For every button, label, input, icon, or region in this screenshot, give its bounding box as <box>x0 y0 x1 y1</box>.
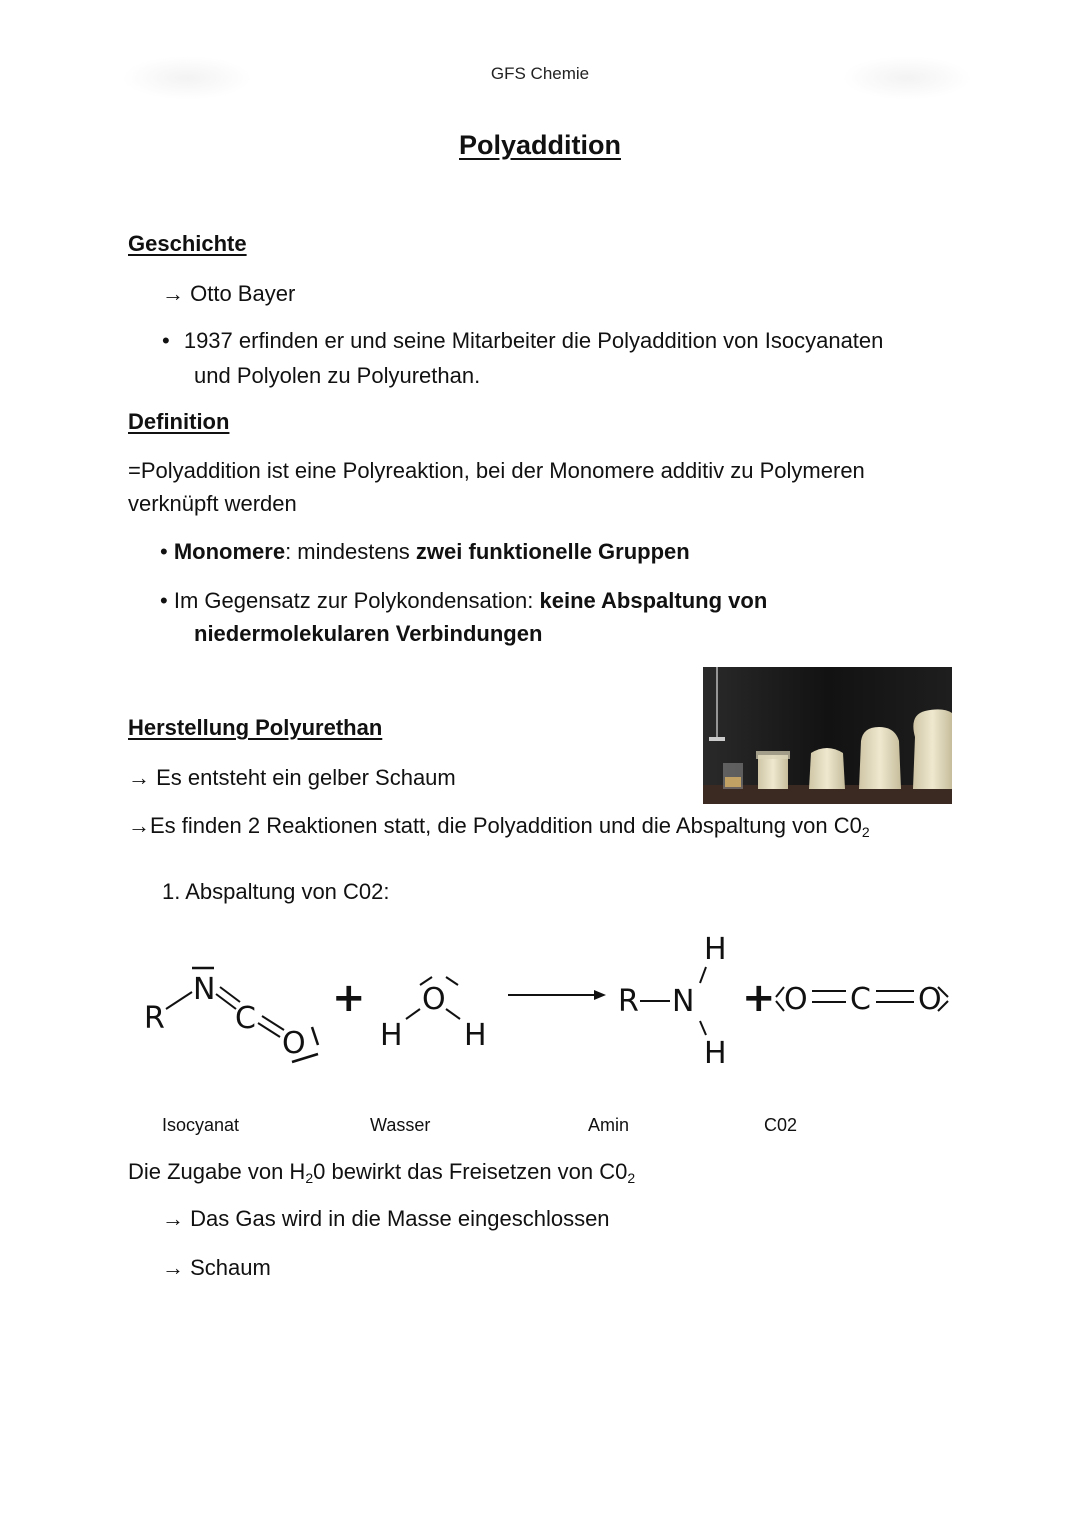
label-isocyanat: Isocyanat <box>162 1115 240 1135</box>
arrow-item-otto-bayer: → Otto Bayer <box>162 281 296 306</box>
atom-r: R <box>144 1001 165 1036</box>
atom-o-co2-left: O <box>784 982 808 1017</box>
bullet-gegensatz-cont: niedermolekularen Verbindungen <box>194 621 543 646</box>
bullet-gegensatz: • Im Gegensatz zur Polykondensation: keine Abspaltung von <box>160 588 768 613</box>
atom-h-left: H <box>380 1018 403 1053</box>
bullet-item-1937-cont: und Polyolen zu Polyurethan. <box>194 363 481 388</box>
label-amin: Amin <box>588 1115 630 1135</box>
arrow-icon: → <box>162 281 184 306</box>
atom-r-amine: R <box>618 984 639 1019</box>
heading-herstellung: Herstellung Polyurethan <box>128 715 383 740</box>
atom-n-amine: N <box>672 984 695 1019</box>
atom-o-water: O <box>422 982 446 1017</box>
arrow-item-gas: → Das Gas wird in die Masse eingeschlossen <box>162 1206 610 1231</box>
heading-definition: Definition <box>128 409 230 434</box>
page-header: GFS Chemie <box>490 64 590 83</box>
atom-h-right: H <box>464 1018 487 1053</box>
polyurethane-foam-photo <box>703 667 952 804</box>
atom-c: C <box>235 1001 256 1036</box>
heading-geschichte: Geschichte <box>128 231 247 256</box>
plus-sign: + <box>332 975 366 1021</box>
definition-line1: =Polyaddition ist eine Polyreaktion, bei der Monomere additiv zu Polymeren <box>128 458 865 483</box>
atom-o-co2-right: O <box>918 982 942 1017</box>
arrow-item-schaum-2: → Schaum <box>162 1255 271 1280</box>
atom-h-bottom: H <box>704 1036 727 1071</box>
arrow-icon: → <box>128 813 150 838</box>
arrow-item-schaum: → Es entsteht ein gelber Schaum <box>128 765 456 790</box>
page-title: Polyaddition <box>459 130 621 160</box>
atom-o: O <box>282 1026 306 1061</box>
bullet-icon: • <box>160 539 168 564</box>
label-wasser: Wasser <box>370 1115 431 1135</box>
bullet-icon: • <box>160 588 168 613</box>
definition-line2: verknüpft werden <box>128 491 297 516</box>
bullet-monomere: • Monomere: mindestens zwei funktionelle Gruppen <box>160 539 690 564</box>
water-statement: Die Zugabe von $H_20$ bewirkt das Freisetzen von $C0_2$ <box>128 1159 636 1186</box>
step-abspaltung: 1. Abspaltung von C02: <box>162 879 390 904</box>
reaction-scheme <box>130 925 960 1075</box>
arrow-icon: → <box>128 765 150 790</box>
label-co2: C02 <box>764 1115 798 1135</box>
atom-n: N <box>193 972 216 1007</box>
bullet-item-1937: • 1937 erfinden er und seine Mitarbeiter die Polyaddition von Isocyanaten <box>162 328 884 353</box>
atom-c-co2: C <box>850 982 871 1017</box>
arrow-icon: → <box>162 1255 184 1280</box>
plus-sign-2: + <box>742 975 776 1021</box>
arrow-icon: → <box>162 1206 184 1231</box>
atom-h-top: H <box>704 932 727 967</box>
arrow-item-reaktionen: →Es finden 2 Reaktionen statt, die Polyaddition und die Abspaltung von $C0_2$ <box>128 813 870 840</box>
bullet-icon: • <box>162 328 170 353</box>
